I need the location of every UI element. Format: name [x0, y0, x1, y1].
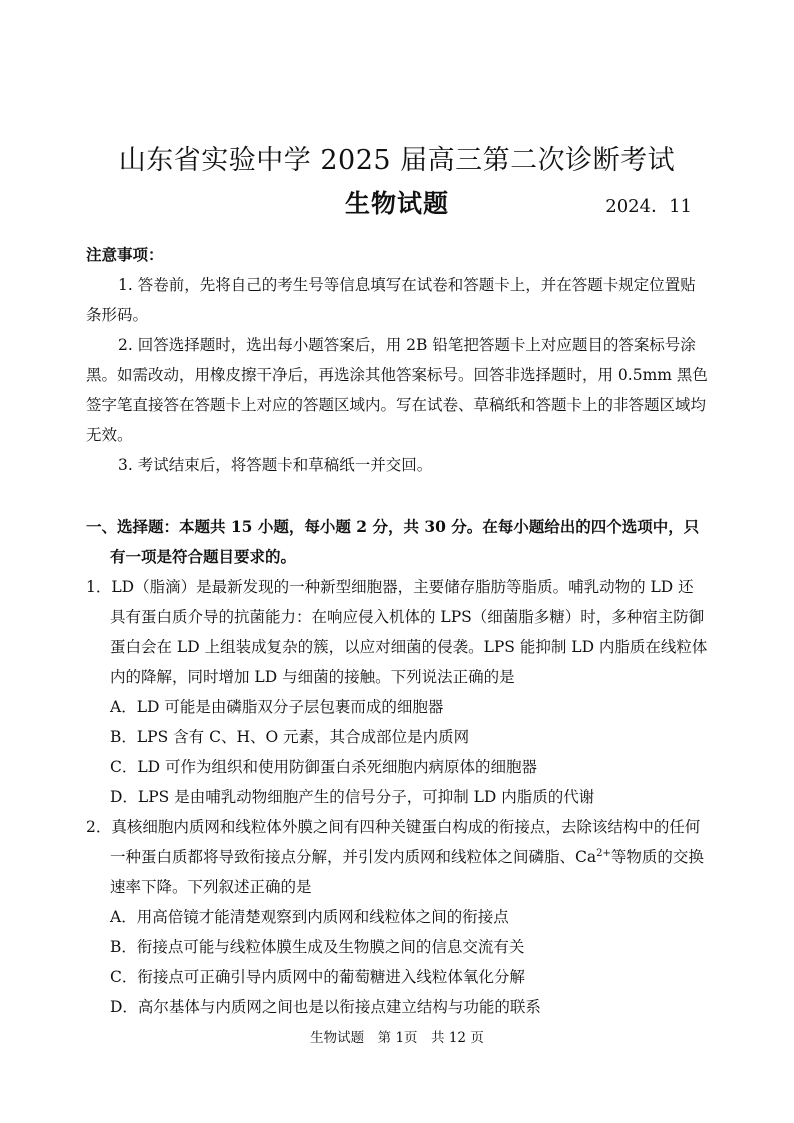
- exam-date: 2024．11: [605, 196, 692, 217]
- question-2-option-c: C．衔接点可正确引导内质网中的葡萄糖进入线粒体氧化分解: [110, 968, 525, 986]
- question-1-option-a: A．LD 可能是由磷脂双分子层包裹而成的细胞器: [110, 698, 444, 716]
- question-2-stem-start: 2．真核细胞内质网和线粒体外膜之间有四种关键蛋白构成的衔接点，去除该结构中的任何一种蛋白质都将导致衔接点分解，并引发内质网和线粒体之间磷脂、Ca: [86, 818, 701, 866]
- subject-title: 生物试题: [344, 189, 449, 218]
- question-2-option-d: D．高尔基体与内质网之间也是以衔接点建立结构与功能的联系: [110, 998, 541, 1016]
- question-2-stem-end: 等物质的交换速率下降。下列叙述正确的是: [110, 848, 704, 896]
- notice-heading: 注意事项：: [86, 245, 164, 264]
- choice-section: [86, 512, 708, 1022]
- question-2-option-a: A．用高倍镜才能清楚观察到内质网和线粒体之间的衔接点: [110, 908, 509, 926]
- exam-title: 山东省实验中学 2025 届高三第二次诊断考试: [118, 145, 676, 176]
- page-footer: 生物试题 第 1页 共 12 页: [310, 1030, 484, 1046]
- notice-block: [86, 240, 708, 480]
- notice-item-2: 2. 回答选择题时，选出每小题答案后，用 2B 铅笔把答题卡上对应题目的答案标号涂黑。如需改动，用橡皮擦干净后，再选涂其他答案标号。回答非选择题时，用 0.5mm 黑色签字笔直接答在答题卡上对应的答题区域内。写在试卷、草稿纸和答题卡上的非答题区域均无效。: [86, 336, 708, 444]
- question-1-stem: 1．LD（脂滴）是最新发现的一种新型细胞器，主要储存脂肪等脂质。哺乳动物的 LD 还具有蛋白质介导的抗菌能力：在响应侵入机体的 LPS（细菌脂多糖）时，多种宿主防御蛋白会在 LD 上组装成复杂的簇，以应对细菌的侵袭。LPS 能抑制 LD 内脂质在线粒体内的降解，同时增加 LD 与细菌的接触。下列说法正确的是: [86, 578, 708, 686]
- calcium-charge: 2+: [596, 847, 611, 859]
- question-2: [86, 812, 708, 1022]
- notice-item-3: 3. 考试结束后，将答题卡和草稿纸一并交回。: [118, 456, 433, 474]
- question-1-option-b: B．LPS 含有 C、H、O 元素，其合成部位是内质网: [110, 728, 470, 746]
- question-2-stem: [86, 812, 708, 902]
- subtitle-row: [0, 184, 794, 224]
- question-1-option-c: C．LD 可作为组织和使用防御蛋白杀死细胞内病原体的细胞器: [110, 758, 538, 776]
- question-1: [86, 572, 708, 812]
- question-1-option-d: D．LPS 是由哺乳动物细胞产生的信号分子，可抑制 LD 内脂质的代谢: [110, 788, 595, 806]
- section-heading: 一、选择题：本题共 15 小题，每小题 2 分，共 30 分。在每小题给出的四个选项中，只有一项是符合题目要求的。: [86, 517, 700, 566]
- notice-item-1: 1. 答卷前，先将自己的考生号等信息填写在试卷和答题卡上，并在答题卡规定位置贴条形码。: [86, 276, 696, 324]
- question-2-option-b: B．衔接点可能与线粒体膜生成及生物膜之间的信息交流有关: [110, 938, 525, 956]
